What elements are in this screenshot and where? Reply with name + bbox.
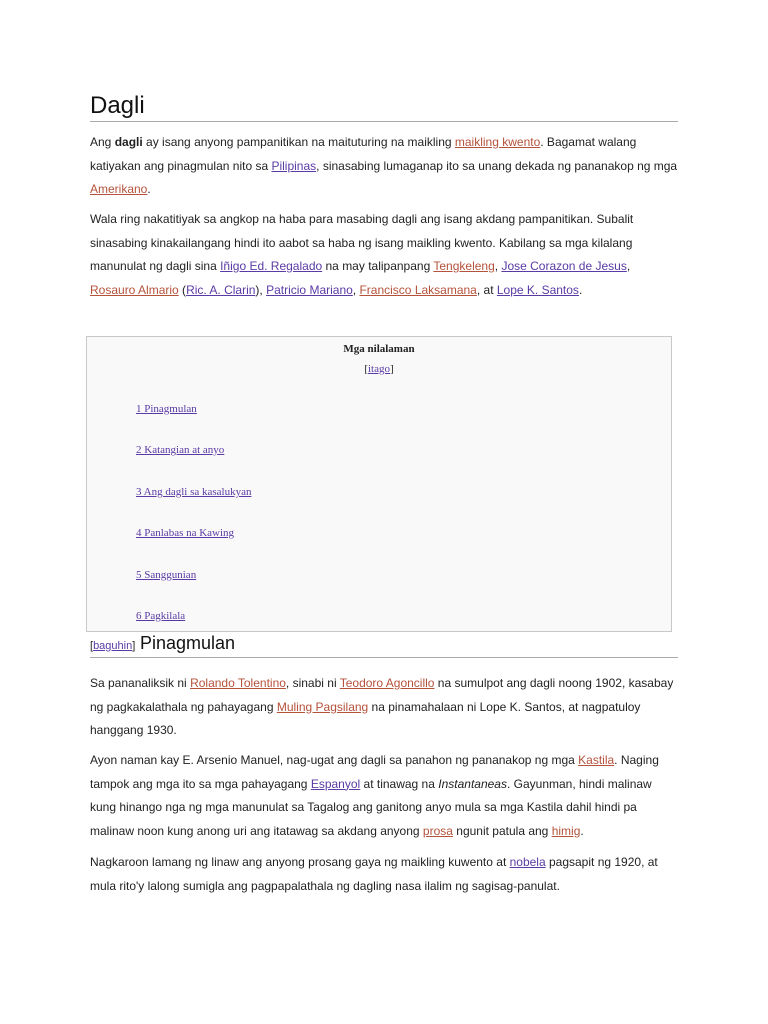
- text: . Gayunman, hindi malinaw kung hinango nga ng mga manunulat sa Tagalog ang ganitong anyo mula sa mga Kastila dahil hindi pa malinaw noon kung anong uri ang itatawag sa akdang anyong: [90, 776, 652, 838]
- link-prosa[interactable]: prosa: [422, 823, 453, 838]
- text: ngunit patula ang: [452, 823, 552, 838]
- link-maikling-kwento[interactable]: maikling kwento: [454, 135, 541, 149]
- text: Wala ring nakatitiyak sa angkop na haba para masabing dagli ang isang akdang pampanitikan. Subalit sinasabing kinakailangang hindi ito aabot sa haba ng isang maikling kwento. Kabilang sa mga kilalang manunulat ng dagli sina: [90, 212, 634, 273]
- bracket: ]: [390, 363, 394, 375]
- edit-section: [90, 640, 135, 652]
- link-ric-clarin[interactable]: Ric. A. Clarin: [186, 282, 256, 297]
- text: Ayon naman kay E. Arsenio Manuel, nag-ugat ang dagli sa panahon ng pananakop ng mga: [90, 753, 579, 767]
- link-rosauro-almario[interactable]: Rosauro Almario: [90, 282, 179, 297]
- text: at tinawag na: [360, 776, 439, 791]
- link-rolando-tolentino[interactable]: Rolando Tolentino: [190, 676, 286, 690]
- list-item: [136, 403, 197, 415]
- edit-section-link[interactable]: baguhin: [93, 640, 133, 652]
- bracket: [: [90, 640, 94, 652]
- link-francisco-laksamana[interactable]: Francisco Laksamana: [359, 282, 477, 297]
- toc-item-pinagmulan[interactable]: 1 Pinagmulan: [136, 403, 197, 415]
- link-teodoro-agoncillo[interactable]: Teodoro Agoncillo: [339, 676, 435, 690]
- text: na may talipanpang: [322, 259, 434, 273]
- toc-item-pagkilala[interactable]: 6 Pagkilala: [136, 610, 186, 622]
- toc-toggle: [87, 363, 671, 375]
- text: ),: [255, 282, 267, 297]
- text: Sa pananaliksik ni: [90, 676, 191, 690]
- text: na sumulpot ang dagli noong 1902, kasabay ng pagkakalathala ng pahayagang: [90, 676, 674, 714]
- text: .: [580, 823, 584, 838]
- toc-item-kasalukyan[interactable]: 3 Ang dagli sa kasalukyan: [136, 486, 252, 498]
- text: Ang: [90, 135, 115, 149]
- link-lope-santos[interactable]: Lope K. Santos: [496, 282, 579, 297]
- link-patricio-mariano[interactable]: Patricio Mariano: [266, 282, 353, 297]
- bracket: ]: [132, 640, 136, 652]
- link-himig[interactable]: himig: [551, 823, 581, 838]
- toc-item-katangian[interactable]: 2 Katangian at anyo: [136, 444, 225, 456]
- section-paragraph-3: [90, 851, 678, 898]
- text: Nagkaroon lamang ng linaw ang anyong prosang gaya ng maikling kuwento at: [90, 855, 510, 869]
- text: ,: [352, 282, 360, 297]
- section-header: [90, 632, 678, 658]
- toc-item-sanggunian[interactable]: 5 Sanggunian: [136, 569, 197, 581]
- list-item: [136, 569, 196, 581]
- list-item: [136, 444, 224, 456]
- text: , sinabi ni: [285, 676, 340, 690]
- link-inigo-regalado[interactable]: Iñigo Ed. Regalado: [220, 259, 323, 273]
- text: (: [178, 282, 187, 297]
- intro-paragraph-2: [90, 208, 678, 302]
- bold-term: dagli: [114, 135, 143, 149]
- text: . Bagamat walang katiyakan ang pinagmulan nito sa: [90, 135, 637, 173]
- link-muling-pagsilang[interactable]: Muling Pagsilang: [276, 699, 369, 714]
- link-jose-corazon[interactable]: Jose Corazon de Jesus: [501, 259, 627, 273]
- intro-paragraph-1: [90, 131, 678, 202]
- text: ,: [494, 259, 502, 273]
- section-heading: Pinagmulan: [140, 633, 236, 653]
- text: pagsapit ng 1920, at mula rito'y lalong sumigla ang pagpapalathala ng dagling nasa ilalim ng sagisag-panulat.: [90, 855, 658, 893]
- page-title: Dagli: [90, 92, 678, 122]
- italic-term: Instantaneas: [438, 776, 507, 791]
- text: . Naging tampok ang mga ito sa mga pahayagang: [90, 753, 659, 791]
- text: ay isang anyong pampanitikan na maituturing na maikling: [142, 135, 455, 149]
- link-tengkeleng[interactable]: Tengkeleng: [433, 259, 495, 273]
- link-espanyol[interactable]: Espanyol: [310, 776, 361, 791]
- text: ,: [626, 259, 631, 273]
- list-item: [136, 610, 185, 622]
- toc-hide-link[interactable]: itago: [368, 363, 390, 375]
- text: , at: [476, 282, 497, 297]
- link-kastila[interactable]: Kastila: [578, 753, 615, 767]
- toc-title: Mga nilalaman: [343, 343, 415, 355]
- link-nobela[interactable]: nobela: [509, 855, 546, 869]
- list-item: [136, 486, 251, 498]
- section-paragraph-2: [90, 749, 678, 843]
- text: .: [578, 282, 583, 297]
- link-amerikano[interactable]: Amerikano: [90, 182, 148, 196]
- toc-item-panlabas[interactable]: 4 Panlabas na Kawing: [136, 527, 235, 539]
- link-pilipinas[interactable]: Pilipinas: [271, 158, 317, 173]
- bracket: [: [364, 363, 368, 375]
- text: , sinasabing lumaganap ito sa unang dekada ng pananakop ng mga: [316, 158, 678, 173]
- table-of-contents: [86, 336, 672, 632]
- section-paragraph-1: [90, 672, 678, 743]
- text: na pinamahalaan ni Lope K. Santos, at nagpatuloy hanggang 1930.: [90, 699, 641, 737]
- text: .: [147, 182, 151, 196]
- list-item: [136, 527, 234, 539]
